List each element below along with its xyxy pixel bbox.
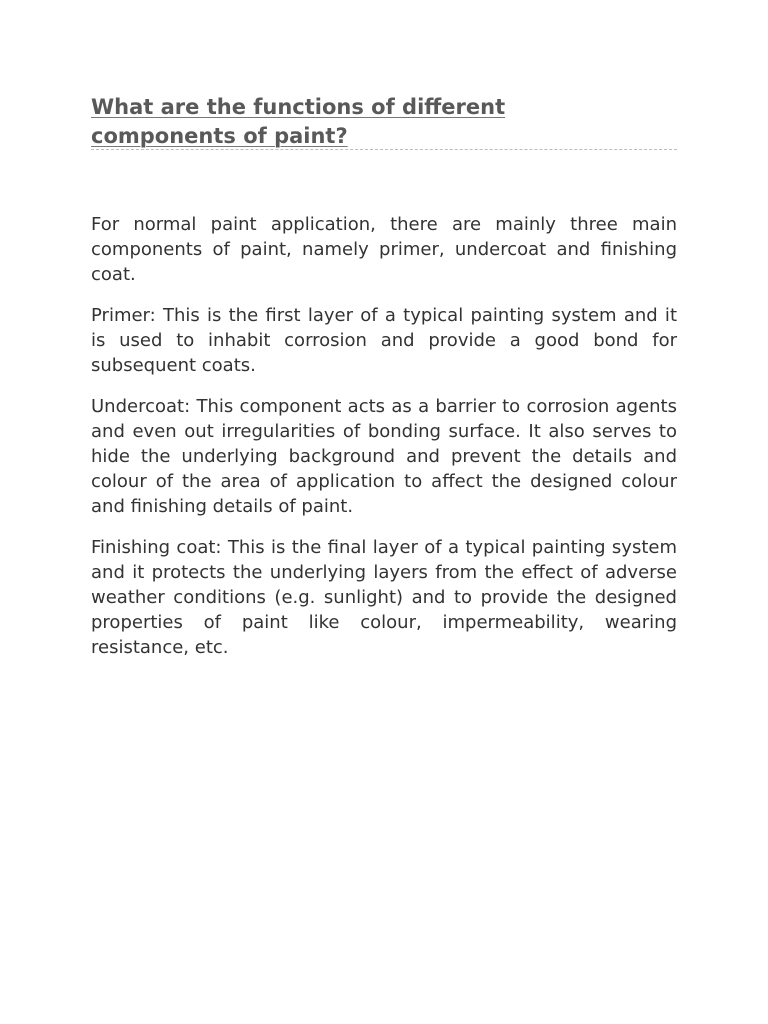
paragraph-finishing-coat: Finishing coat: This is the final layer of a typical painting system and it protects the underlying layers from the effect of adverse weather conditions (e.g. sunlight) and to provide the designed properties of paint like colour, impermeability, wearing resistance, etc. (91, 537, 677, 658)
title-divider (91, 149, 677, 150)
paragraph-intro: For normal paint application, there are mainly three main components of paint, namely primer, undercoat and finishing coat. (91, 214, 677, 285)
paragraph-undercoat: Undercoat: This component acts as a barrier to corrosion agents and even out irregularities of bonding surface. It also serves to hide the underlying background and prevent the details and colour of the area of application to affect the designed colour and finishing details of paint. (91, 396, 677, 517)
page-title-text: What are the functions of different components of paint? (91, 95, 506, 148)
body-content (91, 212, 677, 676)
page-title (91, 93, 543, 151)
paragraph-primer: Primer: This is the first layer of a typical painting system and it is used to inhabit corrosion and provide a good bond for subsequent coats. (91, 305, 677, 376)
title-block (91, 93, 677, 151)
